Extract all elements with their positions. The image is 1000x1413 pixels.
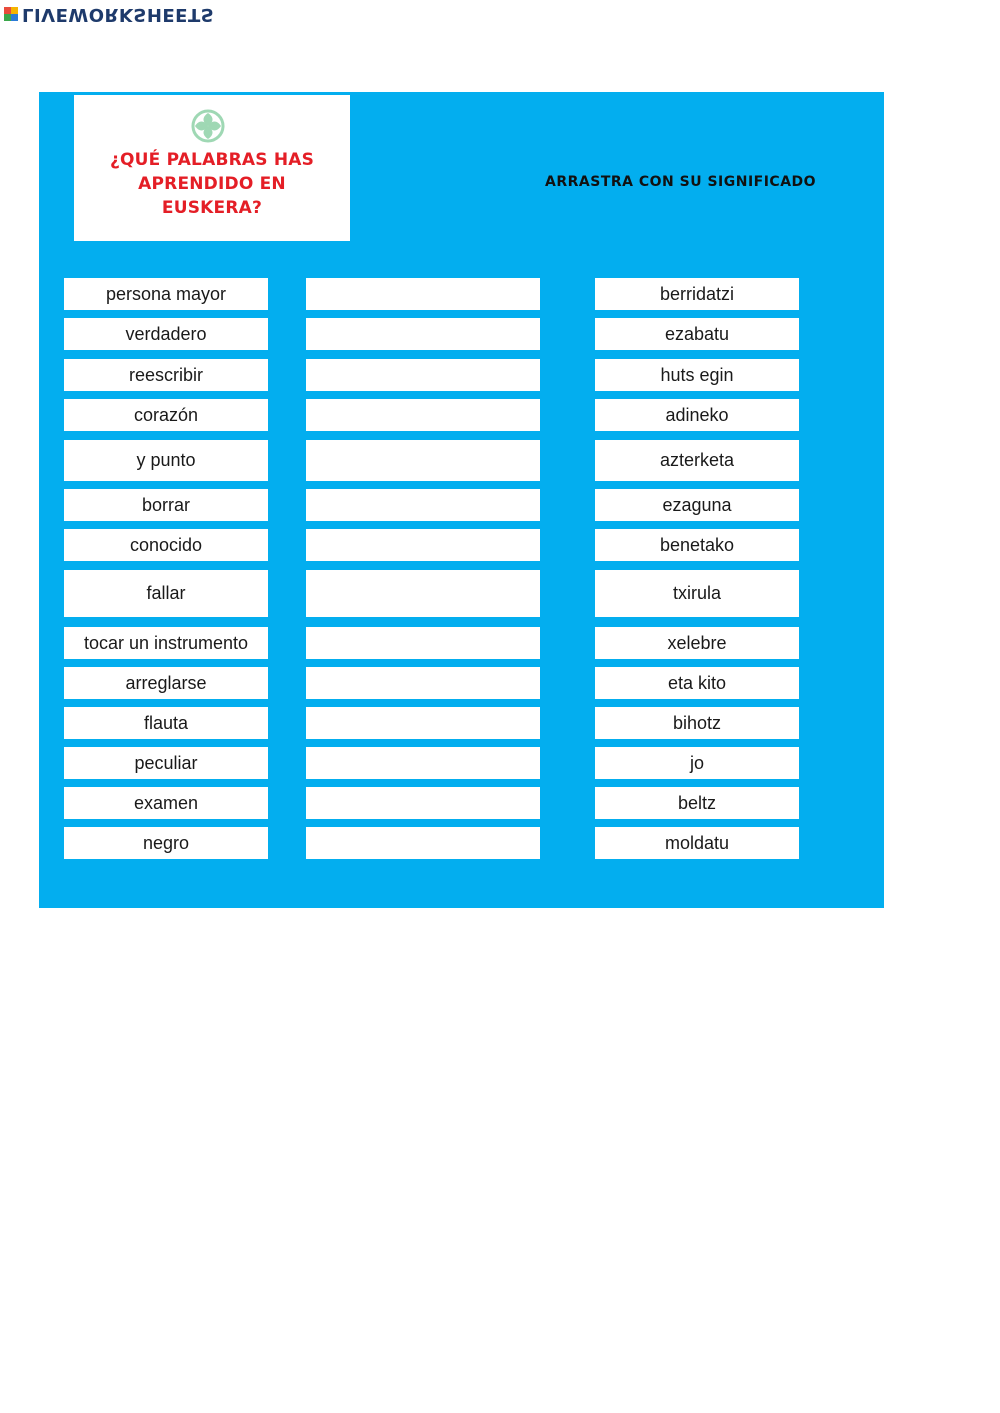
basque-word-draggable[interactable]: azterketa [595,440,799,481]
page-title [74,148,350,220]
logo-text: LIVEWORKSHEETS [22,4,215,25]
basque-word-draggable[interactable]: adineko [595,399,799,431]
title-card [74,95,350,241]
spanish-word-tile: corazón [64,399,268,431]
basque-word-draggable[interactable]: txirula [595,570,799,617]
basque-word-draggable[interactable]: ezabatu [595,318,799,350]
spanish-word-tile: verdadero [64,318,268,350]
liveworksheets-logo [4,4,214,24]
answer-drop-zone[interactable] [306,399,540,431]
instruction-text: ARRASTRA CON SU SIGNIFICADO [545,174,817,190]
spanish-word-tile: borrar [64,489,268,521]
basque-word-draggable[interactable]: huts egin [595,359,799,391]
title-line-1: ¿QUÉ PALABRAS HAS [109,150,315,170]
answer-drop-zone[interactable] [306,278,540,310]
lauburu-emblem-icon [191,109,225,143]
basque-word-draggable[interactable]: benetako [595,529,799,561]
basque-word-draggable[interactable]: beltz [595,787,799,819]
basque-word-draggable[interactable]: moldatu [595,827,799,859]
logo-mark-icon [4,7,18,21]
answer-drop-zone[interactable] [306,707,540,739]
basque-word-draggable[interactable]: jo [595,747,799,779]
answer-drop-zone[interactable] [306,359,540,391]
answer-drop-zone[interactable] [306,627,540,659]
answer-drop-zone[interactable] [306,440,540,481]
answer-drop-zone[interactable] [306,570,540,617]
answer-drop-zone[interactable] [306,529,540,561]
spanish-word-tile: y punto [64,440,268,481]
answer-drop-zone[interactable] [306,318,540,350]
spanish-word-tile: arreglarse [64,667,268,699]
spanish-word-tile: fallar [64,570,268,617]
spanish-word-tile: conocido [64,529,268,561]
answer-drop-zone[interactable] [306,489,540,521]
spanish-word-tile: examen [64,787,268,819]
spanish-word-tile: reescribir [64,359,268,391]
basque-word-draggable[interactable]: xelebre [595,627,799,659]
basque-word-draggable[interactable]: ezaguna [595,489,799,521]
answer-drop-zone[interactable] [306,667,540,699]
answer-drop-zone[interactable] [306,827,540,859]
spanish-word-tile: persona mayor [64,278,268,310]
basque-word-draggable[interactable]: berridatzi [595,278,799,310]
title-line-2: APRENDIDO EN [138,174,286,194]
basque-word-draggable[interactable]: eta kito [595,667,799,699]
spanish-word-tile: negro [64,827,268,859]
title-line-3: EUSKERA? [161,198,263,218]
spanish-word-tile: tocar un instrumento [64,627,268,659]
answer-drop-zone[interactable] [306,747,540,779]
basque-word-draggable[interactable]: bihotz [595,707,799,739]
spanish-word-tile: flauta [64,707,268,739]
answer-drop-zone[interactable] [306,787,540,819]
exercise-panel [39,92,884,908]
spanish-word-tile: peculiar [64,747,268,779]
